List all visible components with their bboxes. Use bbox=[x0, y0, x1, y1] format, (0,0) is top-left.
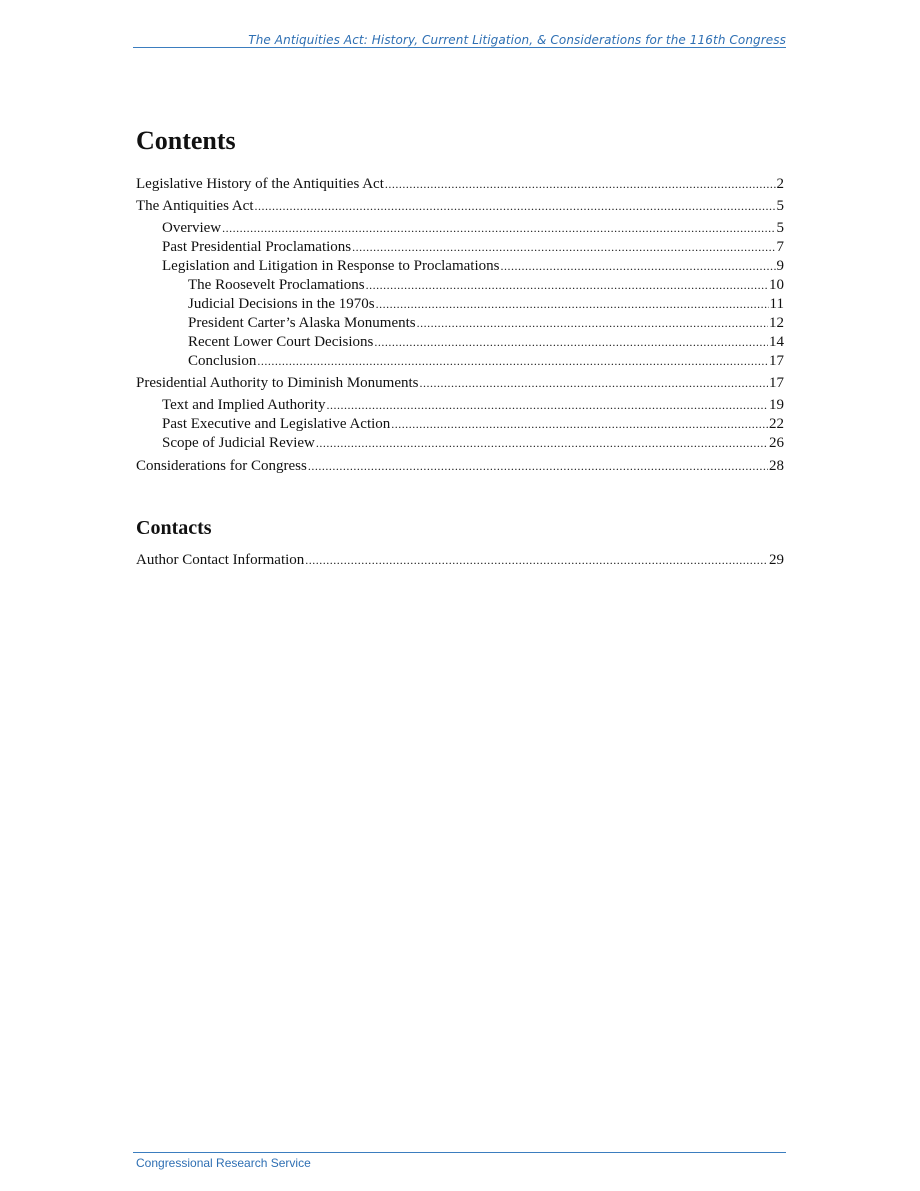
toc-entry-label: Past Presidential Proclamations bbox=[162, 239, 352, 255]
toc-entry-label: Presidential Authority to Diminish Monuments bbox=[136, 375, 419, 391]
toc-entry-label: The Roosevelt Proclamations bbox=[188, 277, 365, 293]
toc-entry-page: 12 bbox=[769, 315, 784, 331]
toc-leader bbox=[305, 551, 768, 570]
toc-leader bbox=[500, 257, 775, 276]
toc-leader bbox=[420, 374, 769, 393]
toc-entry-page: 9 bbox=[776, 258, 784, 274]
toc-entry-label: Text and Implied Authority bbox=[162, 397, 326, 413]
toc-entry-label: Overview bbox=[162, 220, 222, 236]
toc-entry[interactable] bbox=[162, 257, 784, 276]
toc-leader bbox=[255, 197, 776, 216]
toc-entry-page: 14 bbox=[769, 334, 784, 350]
toc-entry-page: 5 bbox=[776, 220, 784, 236]
toc-entry[interactable] bbox=[136, 197, 784, 216]
contact-entry-label: Author Contact Information bbox=[136, 552, 305, 568]
toc-entry-label: The Antiquities Act bbox=[136, 198, 254, 214]
toc-leader bbox=[327, 396, 768, 415]
running-header bbox=[133, 33, 786, 48]
page-footer bbox=[133, 1152, 786, 1170]
toc-entry[interactable] bbox=[162, 434, 784, 453]
toc-leader bbox=[257, 352, 768, 371]
toc-entry[interactable] bbox=[188, 295, 784, 314]
toc-entry-label: Scope of Judicial Review bbox=[162, 435, 315, 451]
toc-entry-page: 22 bbox=[769, 416, 784, 432]
toc-entry-label: Legislation and Litigation in Response to Proclamations bbox=[162, 258, 500, 274]
toc-entry[interactable] bbox=[162, 238, 784, 257]
footer-text: Congressional Research Service bbox=[136, 1156, 311, 1170]
toc-leader bbox=[352, 238, 775, 257]
toc-leader bbox=[316, 434, 768, 453]
toc-entry-page: 17 bbox=[769, 353, 784, 369]
toc-entry[interactable] bbox=[162, 396, 784, 415]
toc-entry[interactable] bbox=[136, 175, 784, 194]
toc-entry[interactable] bbox=[188, 314, 784, 333]
toc-entry[interactable] bbox=[188, 276, 784, 295]
toc-entry[interactable] bbox=[136, 457, 784, 476]
toc-entry[interactable] bbox=[136, 374, 784, 393]
toc-entry-page: 10 bbox=[769, 277, 784, 293]
toc-entry-label: Considerations for Congress bbox=[136, 458, 307, 474]
toc-entry-page: 2 bbox=[776, 176, 784, 192]
toc-entry-label: Recent Lower Court Decisions bbox=[188, 334, 374, 350]
toc-entry-page: 17 bbox=[769, 375, 784, 391]
contact-entry[interactable] bbox=[136, 551, 784, 570]
toc-entry[interactable] bbox=[162, 415, 784, 434]
toc-entry[interactable] bbox=[188, 352, 784, 371]
toc-leader bbox=[366, 276, 768, 295]
toc-leader bbox=[222, 219, 775, 238]
contact-entry-page: 29 bbox=[769, 552, 784, 568]
contents-heading: Contents bbox=[136, 126, 236, 155]
toc-leader bbox=[308, 457, 768, 476]
toc-leader bbox=[385, 175, 776, 194]
toc-leader bbox=[391, 415, 768, 434]
toc-entry-label: Past Executive and Legislative Action bbox=[162, 416, 391, 432]
toc-entry-page: 26 bbox=[769, 435, 784, 451]
toc-entry-page: 28 bbox=[769, 458, 784, 474]
toc-entry[interactable] bbox=[188, 333, 784, 352]
toc-leader bbox=[376, 295, 769, 314]
toc-entry-label: President Carter’s Alaska Monuments bbox=[188, 315, 416, 331]
toc-entry-page: 19 bbox=[769, 397, 784, 413]
toc-leader bbox=[417, 314, 768, 333]
toc-entry-page: 11 bbox=[769, 296, 784, 312]
toc-entry-label: Legislative History of the Antiquities Act bbox=[136, 176, 384, 192]
contacts-heading: Contacts bbox=[136, 517, 212, 539]
header-title: The Antiquities Act: History, Current Litigation, & Considerations for the 116th Congress bbox=[248, 33, 786, 47]
toc-entry-page: 7 bbox=[776, 239, 784, 255]
toc-entry[interactable] bbox=[162, 219, 784, 238]
toc-entry-label: Judicial Decisions in the 1970s bbox=[188, 296, 375, 312]
toc-leader bbox=[374, 333, 768, 352]
toc-entry-label: Conclusion bbox=[188, 353, 257, 369]
toc-entry-page: 5 bbox=[776, 198, 784, 214]
